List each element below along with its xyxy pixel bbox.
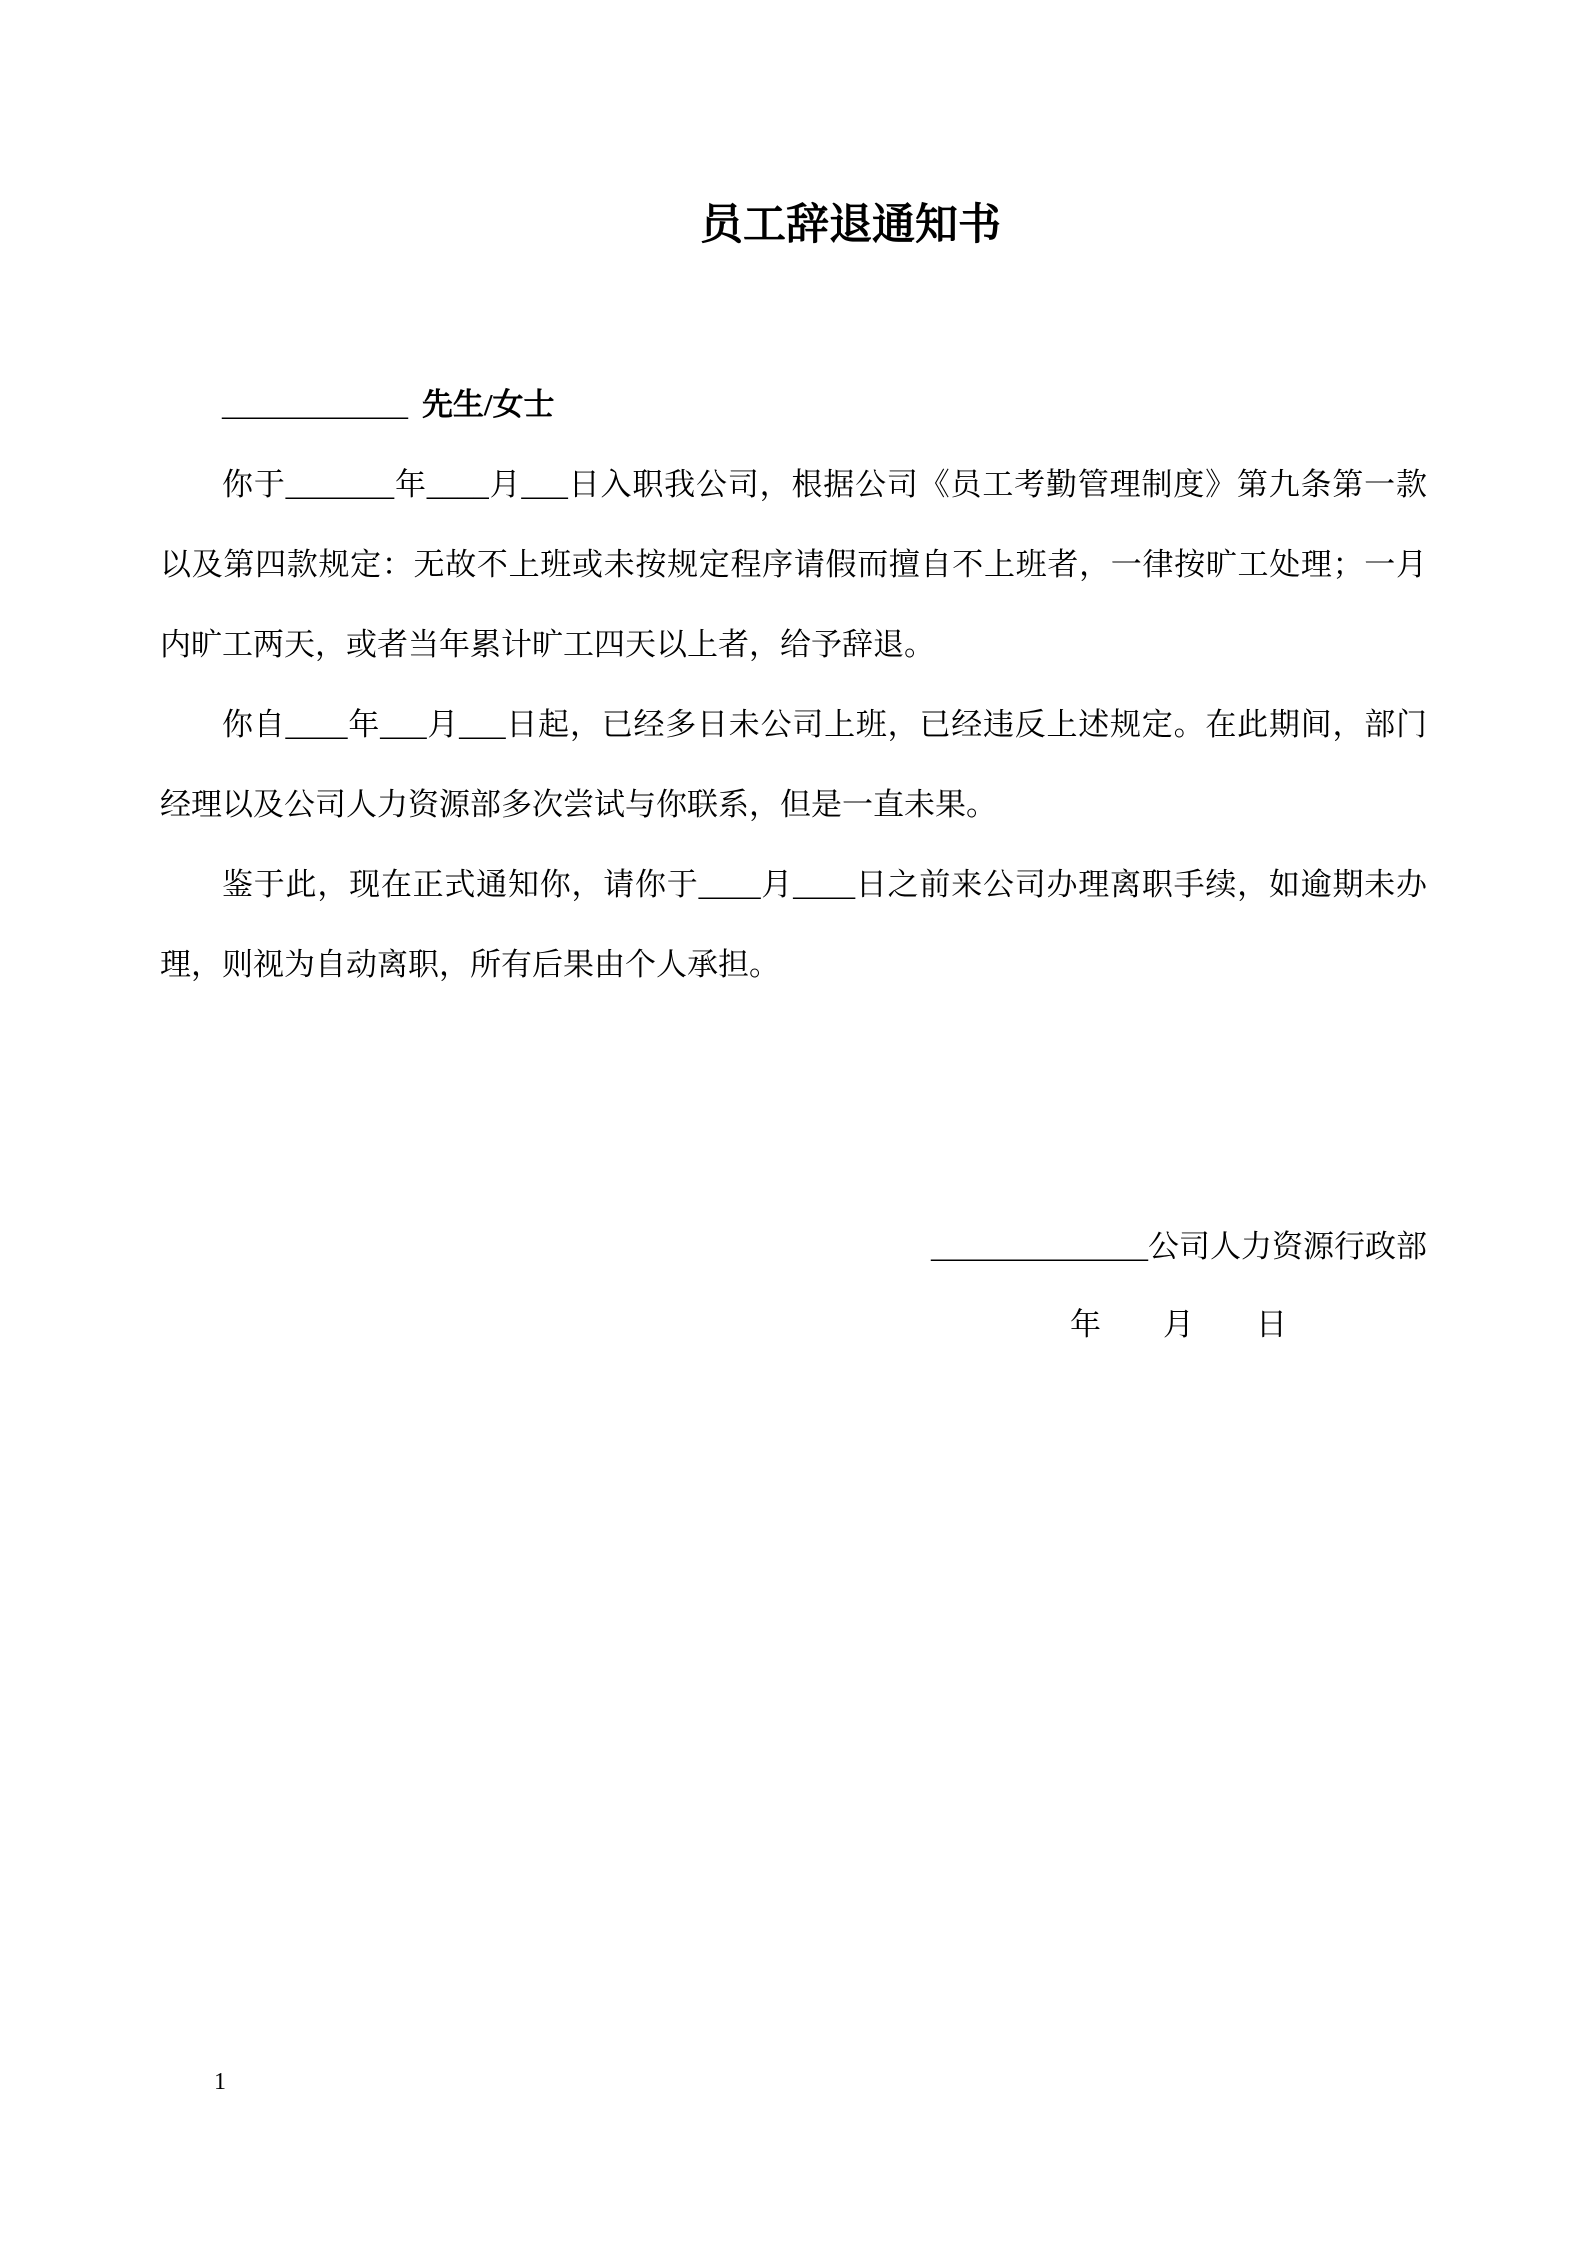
signature-department-line: ______________公司人力资源行政部 bbox=[931, 1229, 1427, 1264]
signature-block bbox=[160, 1208, 1427, 1364]
signature-date-line: 年 月 日 bbox=[1070, 1307, 1287, 1342]
paragraph-formal-notice: 鉴于此，现在正式通知你，请你于____月____日之前来公司办理离职手续，如逾期未办理，则视为自动离职，所有后果由个人承担。 bbox=[160, 867, 1427, 982]
name-blank-field: ____________ bbox=[222, 387, 408, 422]
paragraph-absence-violation: 你自____年___月___日起，已经多日未公司上班，已经违反上述规定。在此期间，部门经理以及公司人力资源部多次尝试与你联系，但是一直未果。 bbox=[160, 707, 1427, 822]
page-number: 1 bbox=[214, 2069, 226, 2095]
paragraph-join-date-policy: 你于_______年____月___日入职我公司，根据公司《员工考勤管理制度》第九条第一款以及第四款规定：无故不上班或未按规定程序请假而擅自不上班者，一律按旷工处理；一月内旷工两天，或者当年累计旷工四天以上者，给予辞退。 bbox=[160, 467, 1427, 662]
salutation-line bbox=[160, 365, 1427, 445]
document-title: 员工辞退通知书 bbox=[700, 202, 1001, 249]
document-body bbox=[160, 365, 1427, 1364]
salutation-label: 先生/女士 bbox=[421, 387, 555, 422]
